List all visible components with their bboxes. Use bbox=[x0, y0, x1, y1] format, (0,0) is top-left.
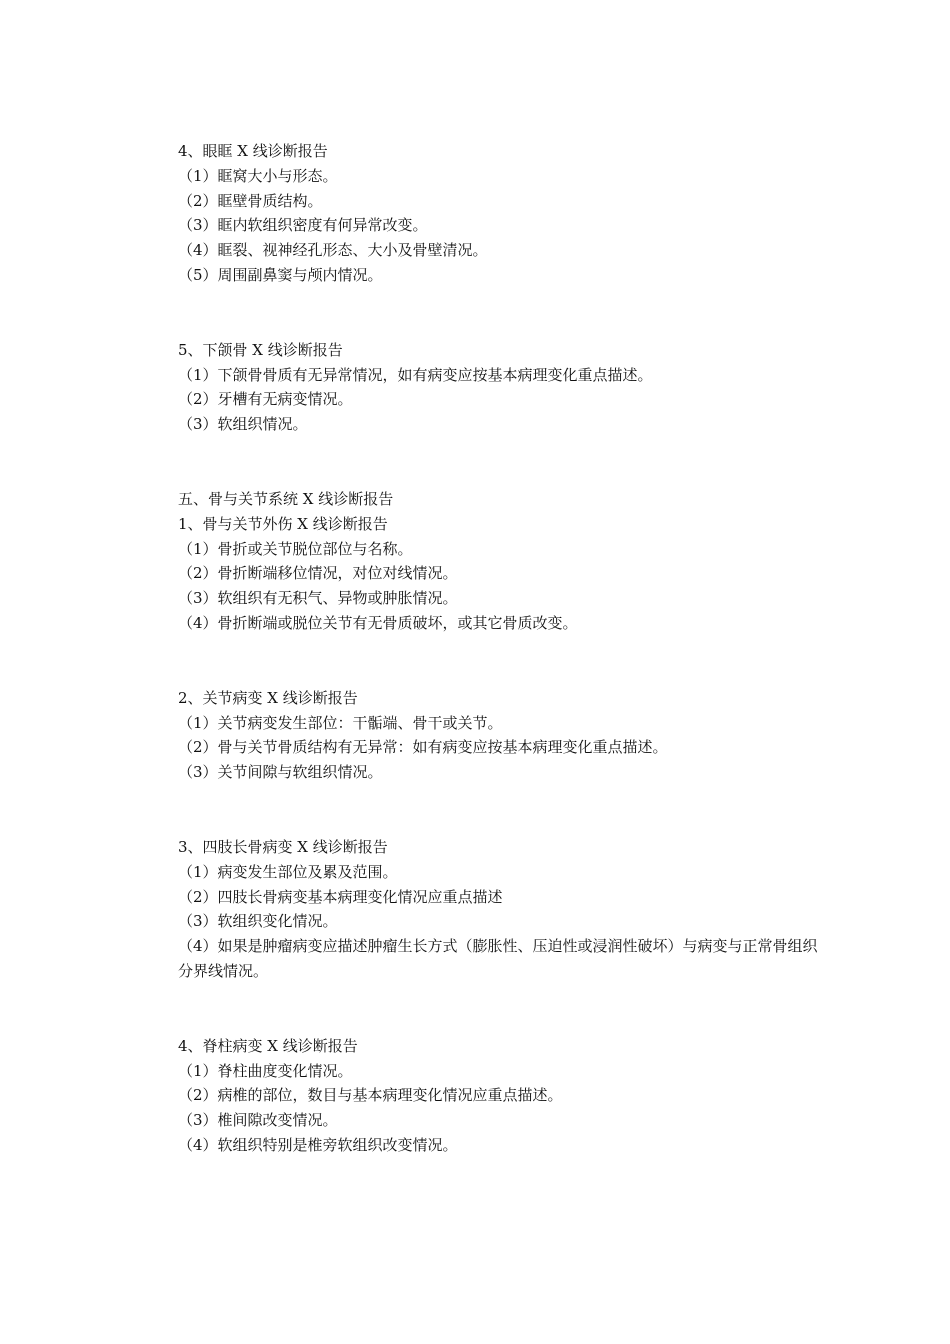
section-spacer bbox=[178, 785, 818, 835]
list-item: （1）病变发生部位及累及范围。 bbox=[178, 862, 398, 881]
list-item: （5）周围副鼻窦与颅内情况。 bbox=[178, 265, 383, 284]
list-item: （3）椎间隙改变情况。 bbox=[178, 1111, 338, 1130]
list-item: （2）病椎的部位，数目与基本病理变化情况应重点描述。 bbox=[178, 1086, 563, 1105]
section-heading: 2、关节病变 X 线诊断报告 bbox=[178, 688, 358, 707]
list-item: （3）软组织变化情况。 bbox=[178, 912, 338, 931]
section-heading: 3、四肢长骨病变 X 线诊断报告 bbox=[178, 837, 388, 856]
list-item: （2）眶壁骨质结构。 bbox=[178, 191, 323, 210]
section-spacer bbox=[178, 437, 818, 487]
section-spacer bbox=[178, 636, 818, 686]
list-item: （4）软组织特别是椎旁软组织改变情况。 bbox=[178, 1135, 458, 1154]
list-item: （1）关节病变发生部位：干骺端、骨干或关节。 bbox=[178, 713, 503, 732]
section-spine-lesion bbox=[178, 1034, 818, 1158]
list-item: （3）眶内软组织密度有何异常改变。 bbox=[178, 216, 428, 235]
section-long-bone-lesion bbox=[178, 835, 818, 984]
list-item: （3）软组织有无积气、异物或肿胀情况。 bbox=[178, 589, 458, 608]
section-mandible bbox=[178, 338, 818, 437]
list-item: （3）软组织情况。 bbox=[178, 415, 308, 434]
list-item: （2）骨折断端移位情况，对位对线情况。 bbox=[178, 564, 458, 583]
list-item: （1）骨折或关节脱位部位与名称。 bbox=[178, 539, 413, 558]
list-item: （2）牙槽有无病变情况。 bbox=[178, 390, 353, 409]
list-item: （4）骨折断端或脱位关节有无骨质破坏，或其它骨质改变。 bbox=[178, 613, 578, 632]
list-item: （4）如果是肿瘤病变应描述肿瘤生长方式（膨胀性、压迫性或浸润性破坏）与病变与正常骨组织分界线情况。 bbox=[178, 937, 818, 980]
section-joint-lesion bbox=[178, 686, 818, 785]
section-heading: 1、骨与关节外伤 X 线诊断报告 bbox=[178, 514, 388, 533]
list-item: （1）下颌骨骨质有无异常情况，如有病变应按基本病理变化重点描述。 bbox=[178, 365, 653, 384]
list-item: （1）眶窝大小与形态。 bbox=[178, 166, 338, 185]
list-item: （2）骨与关节骨质结构有无异常：如有病变应按基本病理变化重点描述。 bbox=[178, 738, 668, 757]
section-spacer bbox=[178, 288, 818, 338]
list-item: （3）关节间隙与软组织情况。 bbox=[178, 763, 383, 782]
section-heading: 4、眼眶 X 线诊断报告 bbox=[178, 142, 328, 160]
section-bone-joint-trauma bbox=[178, 487, 818, 636]
list-item: （1）脊柱曲度变化情况。 bbox=[178, 1061, 353, 1080]
section-spacer bbox=[178, 984, 818, 1034]
list-item: （4）眶裂、视神经孔形态、大小及骨壁清况。 bbox=[178, 241, 488, 260]
section-orbit bbox=[178, 139, 818, 288]
section-heading: 4、脊柱病变 X 线诊断报告 bbox=[178, 1036, 358, 1055]
section-heading: 5、下颌骨 X 线诊断报告 bbox=[178, 340, 343, 359]
chapter-heading: 五、骨与关节系统 X 线诊断报告 bbox=[178, 489, 394, 508]
document-page bbox=[178, 139, 818, 1158]
list-item: （2）四肢长骨病变基本病理变化情况应重点描述 bbox=[178, 887, 503, 906]
